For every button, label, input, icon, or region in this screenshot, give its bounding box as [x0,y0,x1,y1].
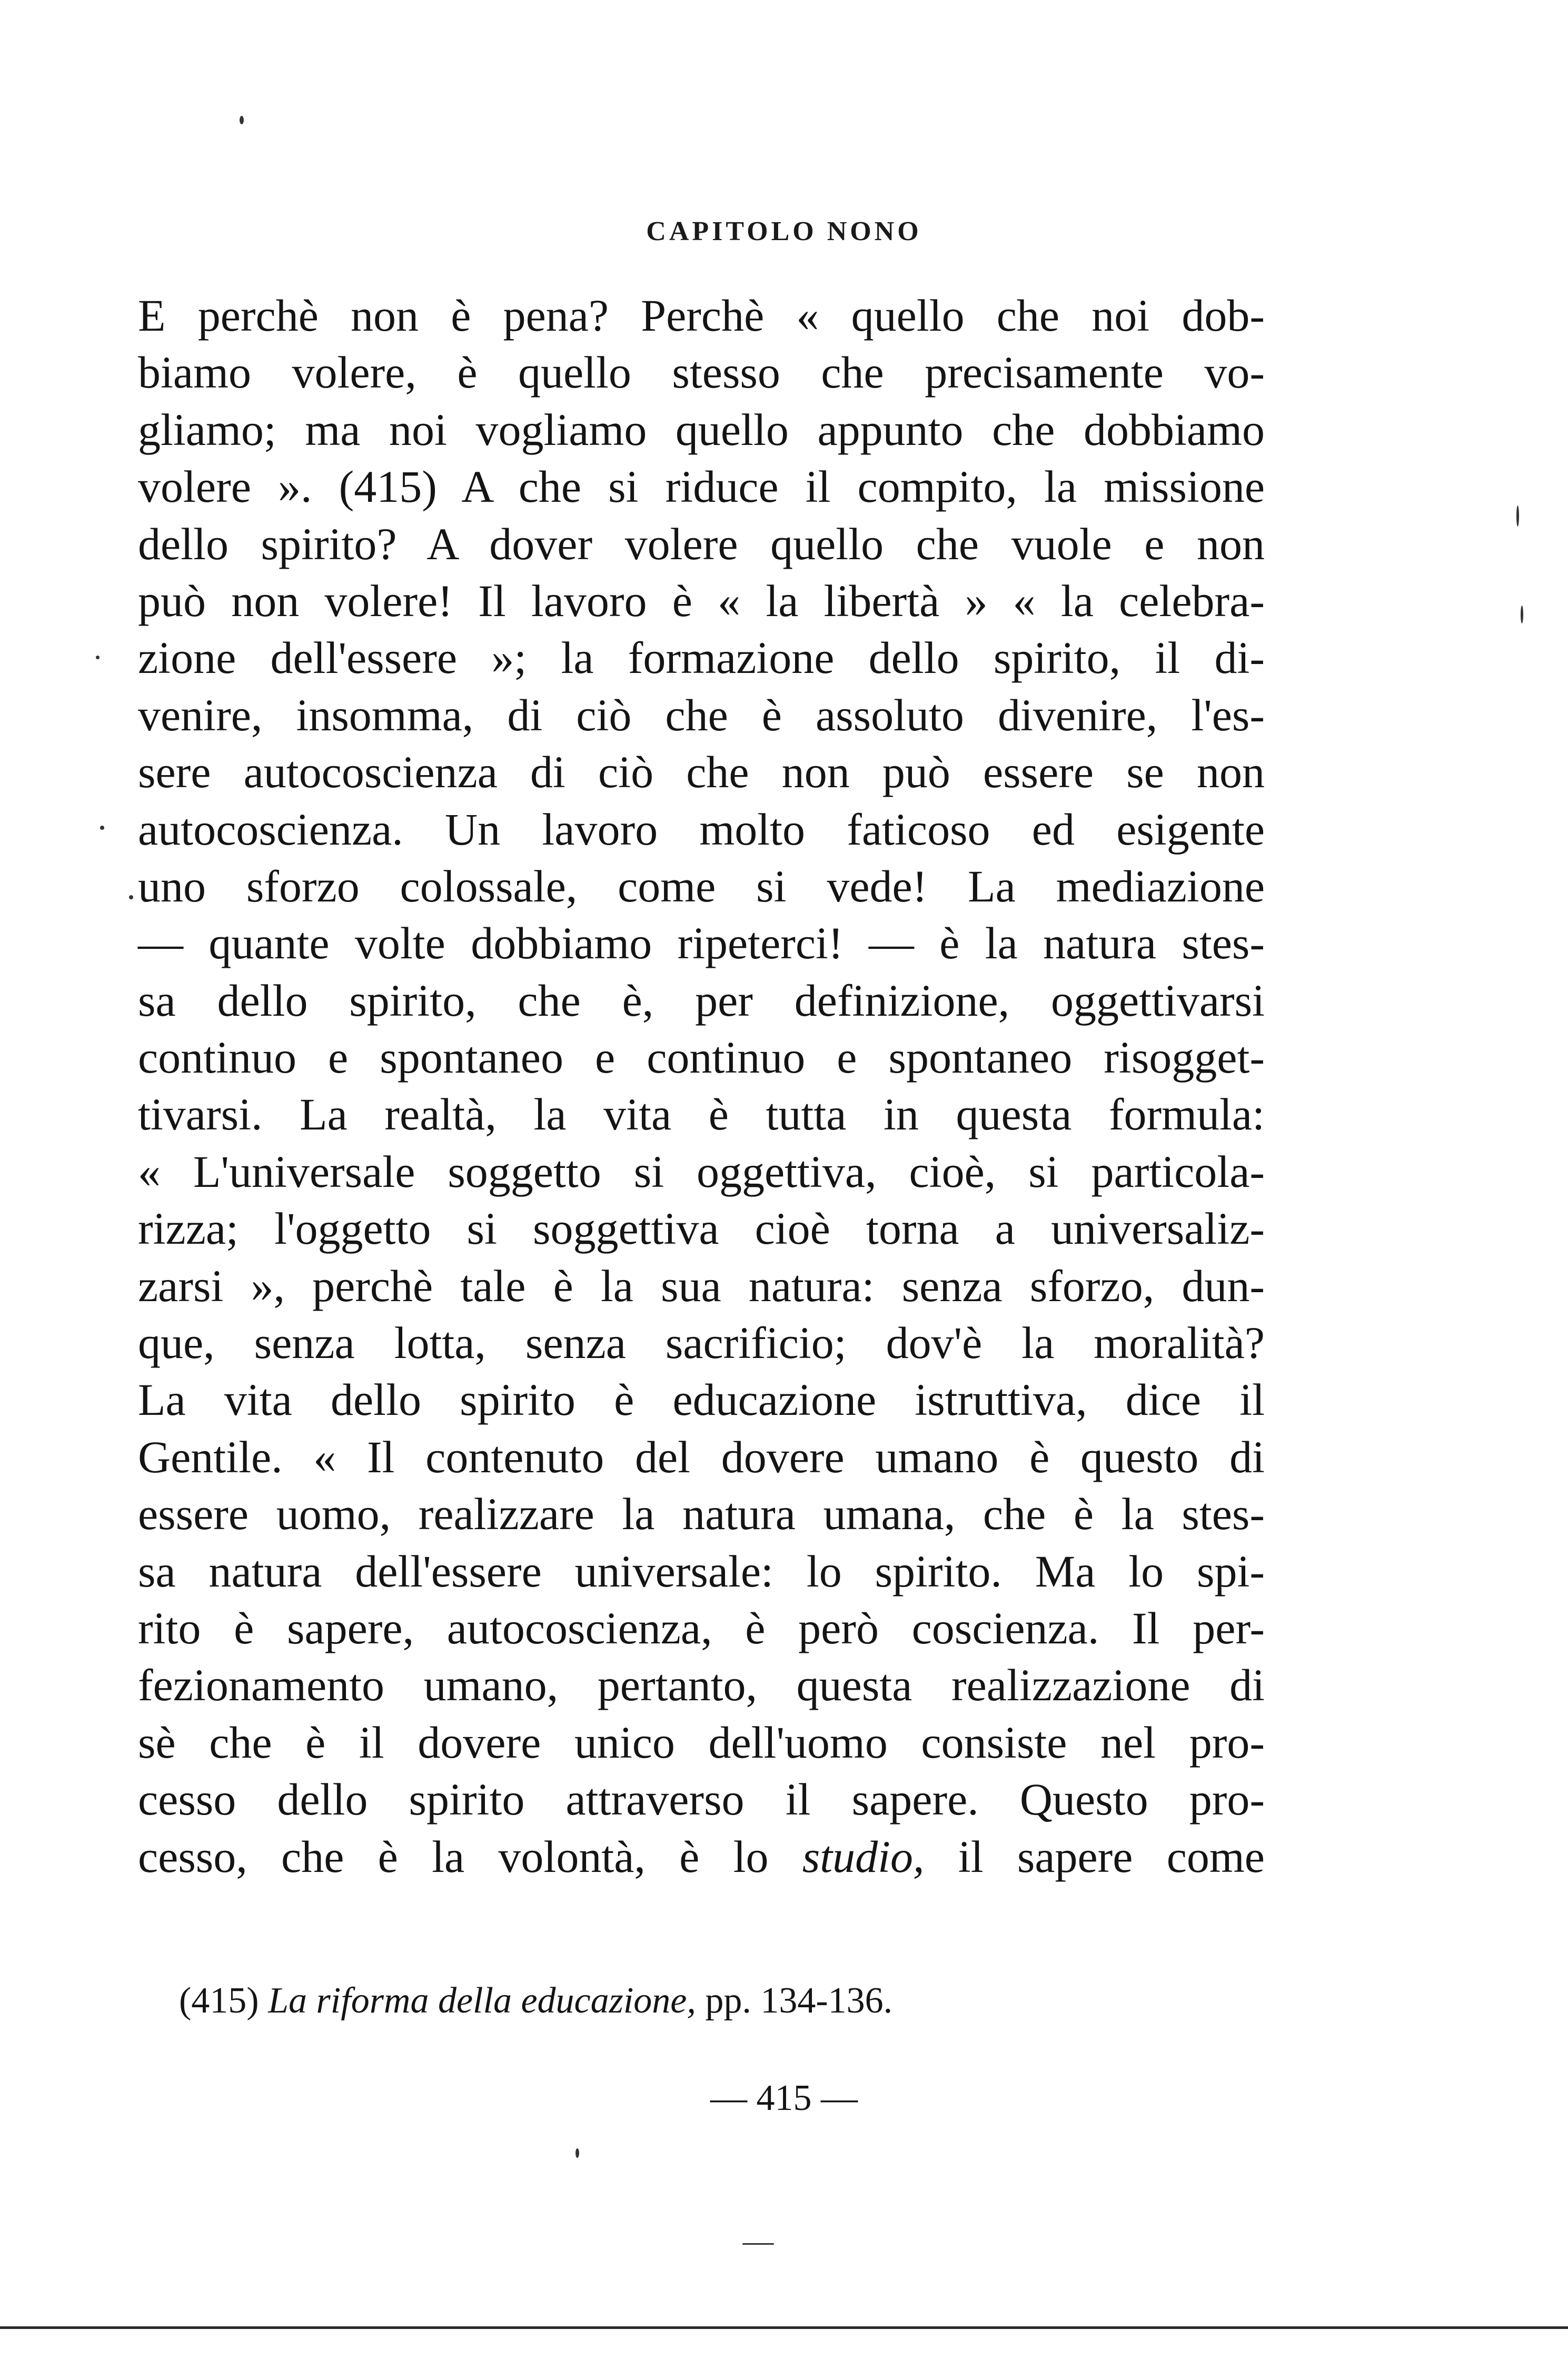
text-line: cesso dello spirito attraverso il sapere. Questo pro- [138,1774,1265,1825]
text-line: sa natura dell'essere universale: lo spirito. Ma lo spi- [138,1545,1265,1597]
text-line: rito è sapere, autocoscienza, è però coscienza. Il per- [138,1602,1265,1653]
last-line-end: il sapere come [924,1831,1265,1882]
text-line: zione dell'essere »; la formazione dello spirito, il di- [138,632,1265,683]
text-line: — quante volte dobbiamo ripeterci! — è la natura stes- [138,918,1265,969]
scan-speck [742,2243,774,2245]
last-line-start: cesso, che è la volontà, è lo [138,1831,802,1882]
text-line: continuo e spontaneo e continuo e spontaneo risogget- [138,1032,1265,1083]
text-line: tivarsi. La realtà, la vita è tutta in questa formula: [138,1089,1265,1140]
scan-speck [1516,506,1519,527]
text-line: autocoscienza. Un lavoro molto faticoso ed esigente [138,804,1265,855]
text-line: essere uomo, realizzare la natura umana, che è la stes- [138,1489,1265,1540]
text-line: volere ». (415) A che si riduce il compito, la missione [138,461,1265,512]
scan-speck [100,826,104,830]
text-line: può non volere! Il lavoro è « la libertà » « la celebra- [138,575,1265,626]
text-line: dello spirito? A dover volere quello che vuole e non [138,518,1265,569]
scan-speck [240,116,244,124]
text-line: fezionamento umano, pertanto, questa realizzazione di [138,1660,1265,1711]
text-line: La vita dello spirito è educazione istruttiva, dice il [138,1374,1265,1425]
text-line: zarsi », perchè tale è la sua natura: senza sforzo, dun- [138,1260,1265,1311]
text-line: sere autocoscienza di ciò che non può essere se non [138,747,1265,798]
text-line-last [138,1828,1265,1885]
italic-word: studio, [802,1831,925,1882]
text-line: « L'universale soggetto si oggettiva, cioè, si particola- [138,1146,1265,1197]
text-line: rizza; l'oggetto si soggettiva cioè torna a universaliz- [138,1203,1265,1254]
footnote-number: (415) [179,1980,259,2021]
scan-speck [575,2148,579,2158]
text-line: uno sforzo colossale, come si vede! La mediazione [138,860,1265,911]
bottom-scan-edge [0,2326,1568,2329]
text-line: E perchè non è pena? Perchè « quello che noi dob- [138,290,1265,341]
body-text [138,287,1265,1885]
text-line: sa dello spirito, che è, per definizione, oggettivarsi [138,975,1265,1026]
scan-speck [96,656,100,659]
scan-speck [129,895,133,899]
text-line: gliamo; ma noi vogliamo quello appunto che dobbiamo [138,404,1265,455]
text-line: Gentile. « Il contenuto del dovere umano è questo di [138,1431,1265,1482]
running-header: CAPITOLO NONO [646,216,922,246]
text-line: que, senza lotta, senza sacrificio; dov'è la moralità? [138,1317,1265,1369]
text-line: venire, insomma, di ciò che è assoluto divenire, l'es- [138,689,1265,740]
footnote [179,1980,892,2022]
scan-speck [1521,606,1523,623]
text-line: sè che è il dovere unico dell'uomo consiste nel pro- [138,1717,1265,1768]
footnote-pages: pp. 134-136. [705,1980,893,2021]
page-number: — 415 — [710,2078,858,2118]
text-line: biamo volere, è quello stesso che precisamente vo- [138,347,1265,398]
footnote-title: La riforma della educazione, [268,1980,696,2021]
